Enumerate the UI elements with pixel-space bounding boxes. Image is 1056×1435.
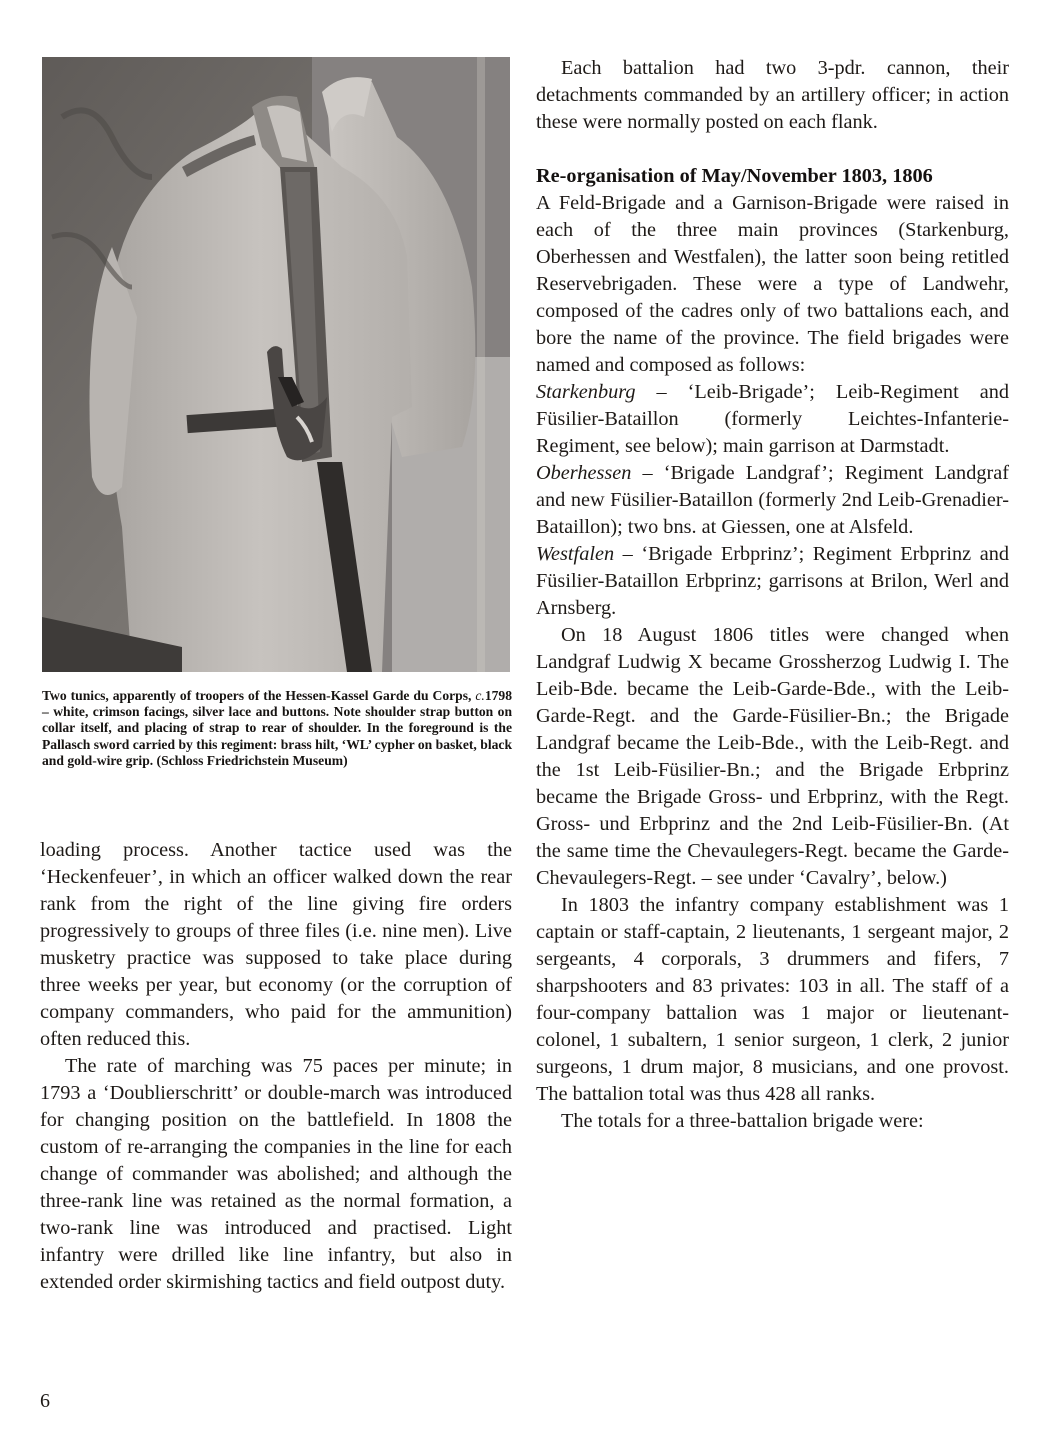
caption-text-part1: Two tunics, apparently of troopers of the Hessen-Kassel Garde du Corps, xyxy=(42,688,476,703)
paragraph-1806-titles: On 18 August 1806 titles were changed when Landgraf Ludwig X became Grossherzog Ludwig I. The Leib-Bde. became the Leib-Garde-Bde., with the Leib-Garde-Regt. and the Garde-Füsilier-Bn.; the Brigade Landgraf became the Leib-Bde., with the Leib-Regt. and the 1st Leib-Füsilier-Bn.; and the Brigade Erbprinz became the Brigade Gross- und Erbprinz, with the Regt. Gross- und Erbprinz and the 2nd Leib-Füsilier-Bn. (At the same time the Chevaulegers-Regt. became the Garde-Chevaulegers-Regt. – see under ‘Cavalry’, below.) xyxy=(536,624,1009,889)
brigade-description: – ‘Brigade Erbprinz’; Regiment Erbprinz and Füsilier-Bataillon Erbprinz; garrisons at Brilon, Werl and Arnsberg. xyxy=(536,543,1009,619)
brigade-description: – ‘Brigade Landgraf’; Regiment Landgraf and new Füsilier-Bataillon (formerly 2nd Leib-Grenadier-Bataillon); two bns. at Giessen, one at Alsfeld. xyxy=(536,462,1009,538)
paragraph-cannon: Each battalion had two 3-pdr. cannon, their detachments commanded by an artillery officer; in action these were normally posted on each flank. xyxy=(536,57,1009,133)
brigade-entry-westfalen xyxy=(536,541,1009,622)
province-name: Oberhessen xyxy=(536,462,632,484)
paragraph-marching: The rate of marching was 75 paces per minute; in 1793 a ‘Doublierschritt’ or double-march was introduced for changing position on the battlefield. In 1808 the custom of re-arranging the companies in the line for each change of commander was abolished; and although the three-rank line was retained as the normal formation, a two-rank line was introduced and practised. Light infantry were drilled like line infantry, but also in extended order skirmishing tactics and field outpost duty. xyxy=(40,1055,512,1293)
right-column xyxy=(536,55,1009,1135)
page-number: 6 xyxy=(40,1390,50,1412)
figure-caption xyxy=(42,688,512,769)
section-heading: Re-organisation of May/November 1803, 1806 xyxy=(536,165,933,187)
paragraph-brigades-intro: A Feld-Brigade and a Garnison-Brigade were raised in each of the three main provinces (Starkenburg, Oberhessen and Westfalen), the latter soon being retitled Reservebrigaden. These were a type of Landwehr, composed of the cadres only of two battalions each, and bore the name of the province. The field brigades were named and composed as follows: xyxy=(536,192,1009,376)
caption-text-part2: 1798 – white, crimson facings, silver lace and buttons. Note shoulder strap button on collar itself, and placing of strap to rear of shoulder. In the foreground is the Pallasch sword carried by this regiment: brass hilt, ‘WL’ cypher on basket, black and gold-wire grip. (Schloss Friedrichstein Museum) xyxy=(42,688,512,768)
brigade-description: – ‘Leib-Brigade’; Leib-Regiment and Füsilier-Bataillon (formerly Leichtes-Infanterie-Regiment, see below); main garrison at Darmstadt. xyxy=(536,381,1009,457)
caption-circa: c. xyxy=(475,688,485,703)
paragraph-continued: loading process. Another tactice used was the ‘Heckenfeuer’, in which an officer walked down the rear rank from the right of the line giving fire orders progressively to groups of three files (i.e. nine men). Live musketry practice was supposed to take place during three weeks per year, but economy (or the corruption of company commanders, who paid for the ammunition) often reduced this. xyxy=(40,839,512,1050)
brigade-entry-starkenburg xyxy=(536,379,1009,460)
photo-illustration xyxy=(42,57,510,672)
tunics-photograph xyxy=(42,57,510,672)
paragraph-brigade-totals: The totals for a three-battalion brigade were: xyxy=(561,1110,924,1132)
paragraph-1803-establishment: In 1803 the infantry company establishment was 1 captain or staff-captain, 2 lieutenants, 1 sergeant major, 2 sergeants, 4 corporals, 3 drummers and fifers, 7 sharpshooters and 83 privates: 103 in all. The staff of a four-company battalion was 1 major or lieutenant-colonel, 1 subaltern, 1 senior surgeon, 1 clerk, 2 junior surgeons, 1 drum major, 8 musicians, and one provost. The battalion total was thus 428 all ranks. xyxy=(536,894,1009,1105)
province-name: Starkenburg xyxy=(536,381,636,403)
left-column xyxy=(40,837,512,1296)
province-name: Westfalen xyxy=(536,543,615,565)
brigade-entry-oberhessen xyxy=(536,460,1009,541)
